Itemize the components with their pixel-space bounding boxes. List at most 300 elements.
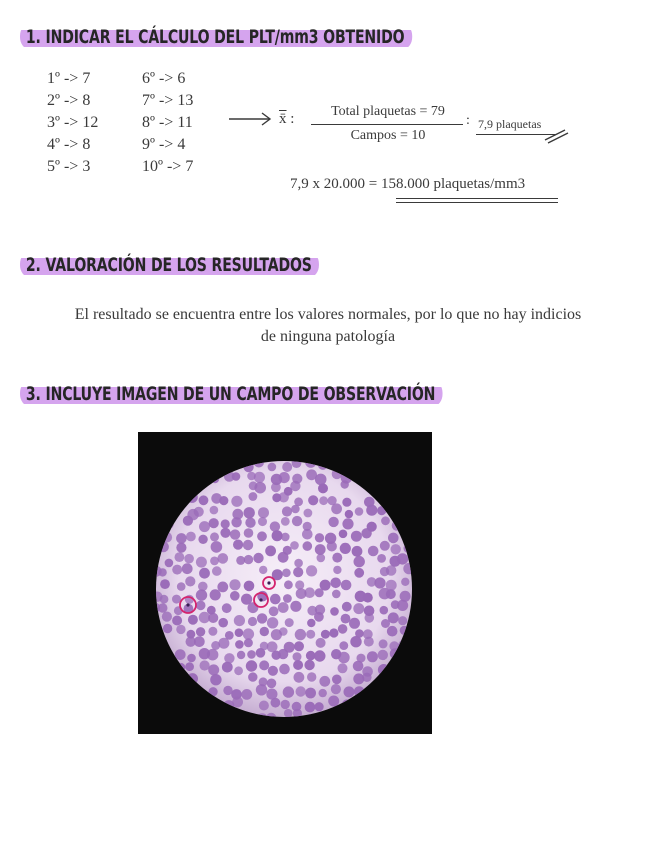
red-blood-cell [342, 498, 351, 507]
red-blood-cell [233, 540, 243, 550]
red-blood-cell [278, 649, 288, 659]
red-blood-cell [256, 648, 266, 658]
final-calculation [290, 176, 525, 193]
red-blood-cell [378, 664, 390, 676]
red-blood-cell [161, 687, 171, 697]
red-blood-cell [209, 687, 218, 696]
red-blood-cell [375, 697, 384, 706]
red-blood-cell [222, 603, 232, 613]
red-blood-cell [306, 714, 315, 723]
red-blood-cell [294, 672, 305, 683]
red-blood-cell [150, 697, 161, 708]
red-blood-cell [400, 626, 409, 635]
red-blood-cell [364, 637, 374, 647]
red-blood-cell [387, 671, 397, 681]
field-count: 6º -> 6 [142, 70, 186, 87]
red-blood-cell [175, 649, 186, 660]
red-blood-cell [327, 541, 337, 551]
red-blood-cell [256, 684, 267, 695]
red-blood-cell [282, 506, 292, 516]
red-blood-cell [217, 582, 228, 593]
red-blood-cell [212, 566, 222, 576]
red-blood-cell [339, 641, 348, 650]
field-count: 5º -> 3 [47, 158, 91, 175]
red-blood-cell [196, 557, 207, 568]
red-blood-cell [332, 590, 341, 599]
red-blood-cell [174, 498, 185, 509]
red-blood-cell [404, 544, 413, 553]
red-blood-cell [163, 666, 173, 676]
red-blood-cell [148, 522, 157, 531]
red-blood-cell [321, 630, 330, 639]
red-blood-cell [402, 516, 413, 527]
red-blood-cell [246, 660, 257, 671]
red-blood-cell [332, 675, 342, 685]
red-blood-cell [185, 576, 195, 586]
red-blood-cell [338, 663, 348, 673]
red-blood-cell [254, 482, 266, 494]
red-blood-cell [290, 541, 299, 550]
red-blood-cell [210, 589, 221, 600]
red-blood-cell [175, 461, 185, 471]
red-blood-cell [403, 471, 412, 480]
red-blood-cell [296, 686, 306, 696]
red-blood-cell [279, 492, 289, 502]
red-blood-cell [160, 492, 169, 501]
red-blood-cell [304, 587, 315, 598]
red-blood-cell [152, 495, 162, 505]
red-blood-cell [210, 506, 219, 515]
red-blood-cell [342, 518, 353, 529]
red-blood-cell [199, 521, 210, 532]
red-blood-cell [219, 496, 228, 505]
red-blood-cell [243, 540, 253, 550]
red-blood-cell [200, 660, 210, 670]
red-blood-cell [211, 541, 223, 553]
red-blood-cell [244, 555, 253, 564]
red-blood-cell [173, 473, 182, 482]
red-blood-cell [258, 517, 267, 526]
red-blood-cell [248, 617, 257, 626]
red-blood-cell [196, 627, 205, 636]
section-1-heading: 1. INDICAR EL CÁLCULO DEL PLT/mm3 OBTENIDO [20, 24, 412, 49]
field-count: 8º -> 11 [142, 114, 193, 131]
field-counts-right [142, 68, 193, 178]
red-blood-cell [316, 714, 325, 723]
red-blood-cell [162, 612, 172, 622]
red-blood-cell [377, 506, 386, 515]
red-blood-cell [159, 457, 170, 468]
red-blood-cell [317, 554, 326, 563]
red-blood-cell [254, 472, 265, 483]
red-blood-cell [230, 529, 240, 539]
red-blood-cell [377, 554, 386, 563]
red-blood-cell [158, 542, 169, 553]
red-blood-cell [399, 684, 409, 694]
red-blood-cell [237, 651, 245, 659]
red-blood-cell [173, 484, 184, 495]
red-blood-cell [402, 484, 413, 495]
red-blood-cell [198, 535, 207, 544]
red-blood-cell [160, 579, 170, 589]
red-blood-cell [364, 698, 374, 708]
red-blood-cell [208, 627, 217, 636]
red-blood-cell [338, 652, 350, 664]
section-2-heading: 2. VALORACIÓN DE LOS RESULTADOS [20, 252, 319, 277]
red-blood-cell [183, 516, 193, 526]
red-blood-cell [145, 558, 156, 569]
red-blood-cell [269, 606, 279, 616]
red-blood-cell [293, 567, 303, 577]
red-blood-cell [184, 554, 194, 564]
red-blood-cell [365, 613, 375, 623]
red-blood-cell [388, 483, 398, 493]
red-blood-cell [248, 602, 259, 613]
red-blood-cell [352, 468, 363, 479]
red-blood-cell [282, 569, 291, 578]
red-blood-cell [244, 462, 254, 472]
red-blood-cell [221, 461, 232, 472]
red-blood-cell [304, 660, 314, 670]
red-blood-cell [401, 664, 409, 672]
red-blood-cell [249, 492, 258, 501]
red-blood-cell [392, 521, 402, 531]
red-blood-cell [259, 660, 269, 670]
red-blood-cell [150, 631, 158, 639]
red-blood-cell [292, 458, 302, 468]
red-blood-cell [366, 688, 377, 699]
red-blood-cell [353, 661, 364, 672]
fraction-bar [311, 124, 463, 125]
red-blood-cell [330, 607, 339, 616]
field-count: 2º -> 8 [47, 92, 91, 109]
red-blood-cell [315, 544, 326, 555]
red-blood-cell [152, 543, 163, 554]
red-blood-cell [281, 533, 290, 542]
red-blood-cell [293, 660, 303, 670]
red-blood-cell [315, 533, 324, 542]
section-3-heading: 3. INCLUYE IMAGEN DE UN CAMPO DE OBSERVACIÓN [20, 381, 443, 406]
red-blood-cell [366, 505, 377, 516]
red-blood-cell [403, 510, 414, 521]
red-blood-cell [196, 589, 207, 600]
red-blood-cell [318, 483, 328, 493]
final-result: 158.000 plaquetas/mm3 [380, 176, 526, 192]
red-blood-cell [283, 686, 294, 697]
red-blood-cell [211, 475, 219, 483]
red-blood-cell [158, 568, 166, 576]
red-blood-cell [328, 714, 336, 722]
red-blood-cell [386, 565, 397, 576]
paragraph-line: de ninguna patología [260, 328, 396, 345]
red-blood-cell [160, 595, 169, 604]
red-blood-cell [332, 553, 342, 563]
right-arrow-icon [228, 111, 272, 127]
red-blood-cell [173, 697, 183, 707]
red-blood-cell [284, 580, 293, 589]
red-blood-cell [259, 701, 269, 711]
results-paragraph [0, 304, 656, 348]
microscope-field-image [138, 432, 432, 734]
red-blood-cell [268, 463, 277, 472]
field-counts-left [47, 68, 98, 178]
red-blood-cell [315, 588, 324, 597]
red-blood-cell [306, 630, 315, 639]
red-blood-cell [151, 714, 161, 724]
red-blood-cell [302, 529, 313, 540]
red-blood-cell [380, 606, 389, 615]
red-blood-cell [235, 628, 244, 637]
red-blood-cell [256, 713, 268, 725]
red-blood-cell [349, 618, 360, 629]
red-blood-cell [182, 563, 193, 574]
red-blood-cell [197, 712, 206, 721]
red-blood-cell [187, 654, 196, 663]
red-blood-cell [387, 626, 398, 637]
red-blood-cell [386, 589, 396, 599]
result-colon: : [466, 113, 470, 128]
red-blood-cell [402, 497, 413, 508]
red-blood-cell [391, 544, 401, 554]
red-blood-cell [234, 615, 245, 626]
red-blood-cell [389, 469, 400, 480]
red-blood-cell [307, 619, 315, 627]
red-blood-cell [208, 714, 218, 724]
red-blood-cell [165, 559, 174, 568]
red-blood-cell [177, 663, 186, 672]
red-blood-cell [199, 495, 209, 505]
red-blood-cell [194, 460, 204, 470]
red-blood-cell [158, 603, 168, 613]
red-blood-cell [224, 713, 235, 724]
red-blood-cell [344, 715, 353, 724]
red-blood-cell [352, 546, 363, 557]
red-blood-cell [303, 541, 313, 551]
red-blood-cell [339, 530, 348, 539]
red-blood-cell [390, 506, 401, 517]
red-blood-cell [162, 678, 174, 690]
red-blood-cell [221, 519, 230, 528]
red-blood-cell [153, 530, 161, 538]
red-blood-cell [259, 566, 267, 574]
red-blood-cell [176, 543, 186, 553]
platelet [186, 603, 189, 606]
red-blood-cell [362, 673, 371, 682]
red-blood-cell [308, 495, 318, 505]
red-blood-cell [290, 481, 300, 491]
red-blood-cell [388, 533, 399, 544]
red-blood-cell [315, 474, 327, 486]
red-blood-cell [392, 685, 401, 694]
red-blood-cell [314, 650, 325, 661]
red-blood-cell [236, 556, 245, 565]
red-blood-cell [232, 697, 243, 708]
red-blood-cell [194, 507, 204, 517]
red-blood-cell [186, 492, 197, 503]
red-blood-cell [245, 518, 255, 528]
red-blood-cell [267, 617, 278, 628]
red-blood-cell [380, 541, 390, 551]
fraction-numerator: Total plaquetas = 79 [331, 104, 445, 119]
red-blood-cell [232, 472, 241, 481]
red-blood-cell [243, 628, 254, 639]
red-blood-cell [279, 472, 290, 483]
red-blood-cell [268, 666, 278, 676]
red-blood-cell [199, 568, 210, 579]
red-blood-cell [207, 649, 219, 661]
red-blood-cell [403, 677, 412, 686]
red-blood-cell [295, 629, 306, 640]
red-blood-cell [222, 662, 233, 673]
red-blood-cell [241, 689, 252, 700]
red-blood-cell [206, 458, 217, 469]
red-blood-cell [266, 713, 276, 723]
red-blood-cell [398, 640, 407, 649]
red-blood-cell [388, 612, 399, 623]
red-blood-cell [305, 456, 316, 467]
red-blood-cell [248, 672, 257, 681]
red-blood-cell [367, 651, 378, 662]
red-blood-cell [254, 457, 264, 467]
red-blood-cell [271, 482, 281, 492]
red-blood-cell [176, 533, 187, 544]
red-blood-cell [235, 640, 244, 649]
red-blood-cell [258, 507, 269, 518]
red-blood-cell [341, 614, 351, 624]
red-blood-cell [354, 556, 365, 567]
red-blood-cell [341, 480, 349, 488]
red-blood-cell [380, 485, 391, 496]
red-blood-cell [231, 496, 242, 507]
red-blood-cell [398, 616, 407, 625]
red-blood-cell [332, 458, 343, 469]
red-blood-cell [331, 503, 342, 514]
red-blood-cell [175, 552, 185, 562]
red-blood-cell [196, 601, 206, 611]
red-blood-cell [231, 517, 241, 527]
red-blood-cell [374, 577, 385, 588]
red-blood-cell [146, 504, 157, 515]
red-blood-cell [316, 638, 326, 648]
red-blood-cell [403, 649, 413, 659]
red-blood-cell [244, 638, 253, 647]
red-blood-cell [355, 507, 364, 516]
red-blood-cell [329, 628, 338, 637]
red-blood-cell [152, 473, 161, 482]
red-blood-cell [186, 532, 196, 542]
red-blood-cell [270, 521, 280, 531]
red-blood-cell [209, 518, 219, 528]
red-blood-cell [350, 636, 361, 647]
red-blood-cell [338, 624, 348, 634]
mean-colon: : [290, 111, 295, 127]
red-blood-cell [292, 516, 302, 526]
red-blood-cell [368, 546, 379, 557]
field-count: 10º -> 7 [142, 158, 194, 175]
red-blood-cell [208, 664, 219, 675]
red-blood-cell [319, 676, 330, 687]
red-blood-cell [279, 627, 288, 636]
red-blood-cell [260, 627, 269, 636]
red-blood-cell [253, 553, 263, 563]
red-blood-cell [187, 457, 197, 467]
field-count: 9º -> 4 [142, 136, 186, 153]
red-blood-cell [218, 553, 229, 564]
red-blood-cell [306, 565, 317, 576]
red-blood-cell [345, 510, 353, 518]
red-blood-cell [342, 602, 352, 612]
red-blood-cell [332, 469, 342, 479]
red-blood-cell [368, 485, 379, 496]
red-blood-cell [354, 711, 364, 721]
red-blood-cell [176, 625, 185, 634]
red-blood-cell [340, 543, 351, 554]
red-blood-cell [244, 507, 255, 518]
red-blood-cell [379, 639, 388, 648]
red-blood-cell [351, 531, 362, 542]
red-blood-cell [281, 517, 290, 526]
red-blood-cell [291, 505, 300, 514]
red-blood-cell [257, 613, 267, 623]
red-blood-cell [271, 698, 281, 708]
red-blood-cell [354, 568, 364, 578]
red-blood-cell [282, 462, 292, 472]
red-blood-cell [234, 666, 243, 675]
red-blood-cell [398, 461, 409, 472]
red-blood-cell [172, 616, 182, 626]
red-blood-cell [185, 710, 194, 719]
red-blood-cell [330, 578, 341, 589]
red-blood-cell [378, 712, 388, 722]
red-blood-cell [207, 702, 216, 711]
red-blood-cell [267, 679, 277, 689]
red-blood-cell [285, 618, 294, 627]
red-blood-cell [231, 709, 240, 718]
red-blood-cell [163, 695, 174, 706]
final-result-double-underline [396, 198, 558, 203]
red-blood-cell [163, 624, 172, 633]
red-blood-cell [319, 496, 328, 505]
red-blood-cell [328, 517, 338, 527]
red-blood-cell [306, 651, 316, 661]
red-blood-cell [172, 565, 182, 575]
red-blood-cell [294, 559, 303, 568]
red-blood-cell [304, 509, 313, 518]
red-blood-cell [354, 686, 365, 697]
field-count: 3º -> 12 [47, 114, 99, 131]
red-blood-cell [208, 613, 218, 623]
red-blood-cell [361, 528, 371, 538]
red-blood-cell [390, 648, 401, 659]
red-blood-cell [278, 602, 289, 613]
red-blood-cell [401, 578, 409, 586]
red-blood-cell [397, 600, 408, 611]
red-blood-cell [351, 462, 360, 471]
red-blood-cell [158, 467, 168, 477]
red-blood-cell [333, 566, 341, 574]
red-blood-cell [283, 594, 292, 603]
red-blood-cell [230, 591, 240, 601]
red-blood-cell [318, 460, 328, 470]
mean-formula-label [279, 111, 294, 128]
red-blood-cell [257, 531, 267, 541]
red-blood-cell [171, 711, 180, 720]
red-blood-cell [163, 518, 174, 529]
red-blood-cell [307, 672, 316, 681]
red-blood-cell [365, 473, 375, 483]
red-blood-cell [244, 581, 255, 592]
red-blood-cell [146, 582, 156, 592]
